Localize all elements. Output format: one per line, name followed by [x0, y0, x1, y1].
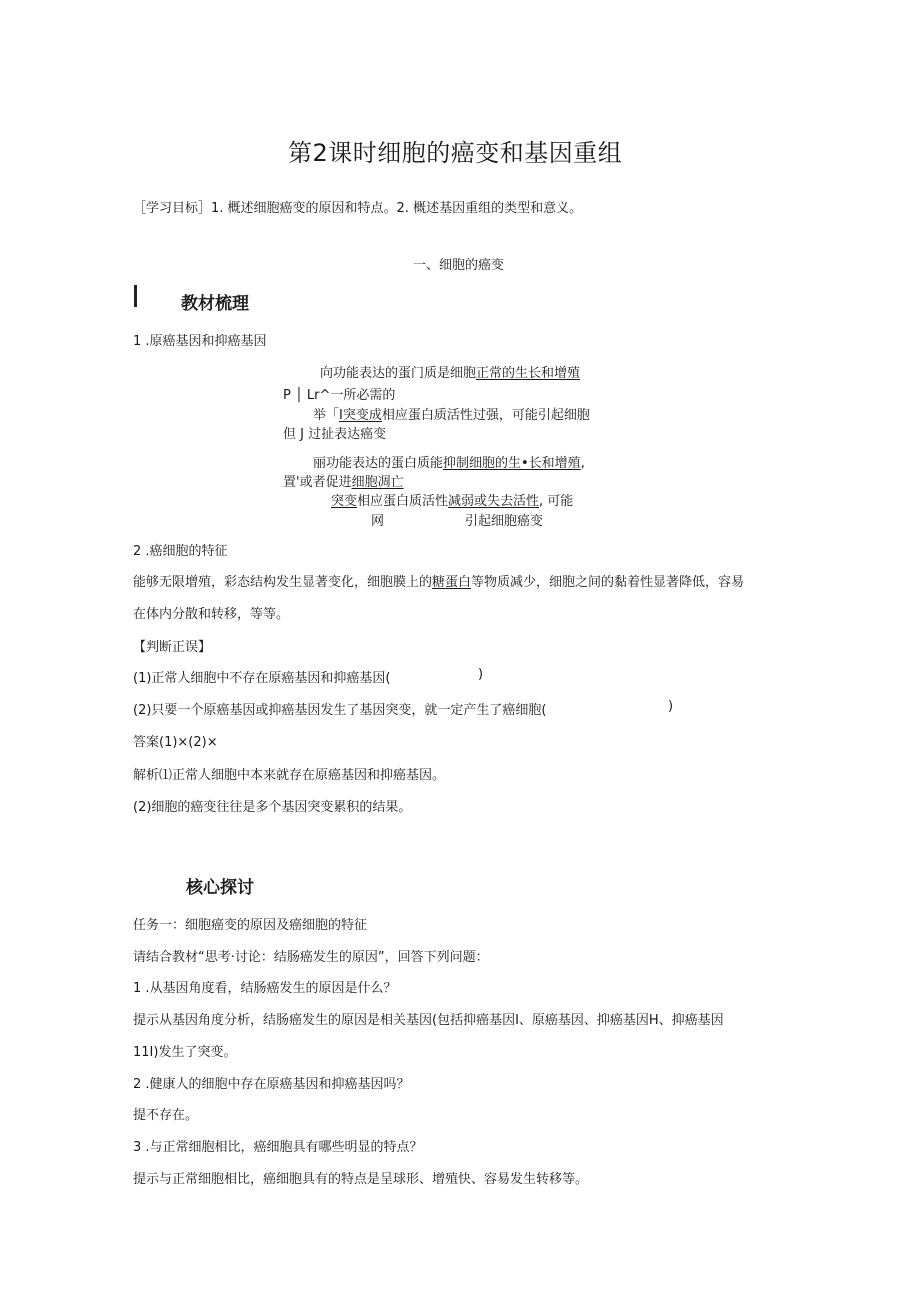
answer-2: 提不存在。 [133, 1108, 199, 1123]
judge-heading: 【判断正误】 [133, 640, 212, 655]
diagram-line-5 [313, 452, 585, 471]
diagram-underlined-text: I突变成 [339, 408, 382, 423]
diagram-line-4: 但 J 过扯表达癌变 [283, 427, 387, 442]
diagram-line-6 [283, 471, 404, 490]
item-2-text-line-2: 在体内分散和转移，等等。 [133, 607, 290, 622]
diagram-line-8a: 网 [371, 514, 385, 529]
learning-objectives: ［学习目标］1. 概述细胞癌变的原因和特点。2. 概述基因重组的类型和意义。 [133, 201, 583, 216]
diagram-underlined-text: 正常的生长和增殖 [476, 366, 581, 381]
core-heading: 核心探讨 [186, 878, 254, 898]
diagram-text: 相应蛋白质活性过强，可能引起细胞 [381, 408, 590, 423]
diagram-underlined-text: 细胞凋亡 [351, 475, 404, 490]
task-1: 任务一：细胞癌变的原因及癌细胞的特征 [133, 918, 368, 933]
task-1-intro: 请结合教材“思考·讨论：结肠癌发生的原因”，回答下列问题： [133, 950, 489, 965]
diagram-line-3 [313, 404, 590, 423]
item-1-heading: 1 .原癌基因和抑癌基因 [133, 334, 267, 349]
body-text: 能够无限增殖，彩态结构发生显著变化，细胞膜上的 [133, 575, 433, 590]
answer-1-line-2: 11I)发生了突变。 [133, 1045, 237, 1060]
judge-item-2: (2)只要一个原癌基因或抑癌基因发生了基因突变，就一定产生了癌细胞( [133, 703, 547, 718]
diagram-text: 丽功能表达的蛋白质能 [313, 456, 444, 471]
item-2-heading: 2 .癌细胞的特征 [133, 544, 228, 559]
judge-item-1: (1)正常人细胞中不存在原癌基因和抑癌基因( [133, 671, 391, 686]
answer-3: 提示与正常细胞相比，癌细胞具有的特点是呈球形、增殖快、容易发生转移等。 [133, 1172, 589, 1187]
textbook-heading: 教材梳理 [181, 294, 249, 314]
body-text: 等物质减少，细胞之间的黏着性显著降低，容易 [471, 575, 745, 590]
section-heading-cancer: 一、细胞的癌变 [413, 258, 505, 273]
analysis-2: (2)细胞的癌变往往是多个基因突变累积的结果。 [133, 800, 412, 815]
diagram-text: , 可能 [539, 494, 574, 509]
judge-item-2-close: ) [668, 699, 674, 714]
analysis-1: 解析⑴正常人细胞中本来就存在原癌基因和抑癌基因。 [133, 768, 446, 783]
diagram-line-8b: 引起细胞癌变 [465, 514, 544, 529]
diagram-line-1 [320, 362, 580, 381]
diagram-text: 举「 [313, 408, 340, 423]
question-1: 1 .从基因角度看，结肠癌发生的原因是什么？ [133, 981, 397, 996]
judge-item-1-close: ) [478, 667, 484, 682]
diagram-line-7 [331, 490, 573, 509]
diagram-underlined-text: 减弱或失去活性 [448, 494, 540, 509]
answer-1-line-1: 提示从基因角度分析，结肠癌发生的原因是相关基因(包括抑癌基因I、原癌基因、抑癌基因H、抑癌基因 [133, 1013, 724, 1028]
question-2: 2 .健康人的细胞中存在原癌基因和抑癌基因吗？ [133, 1077, 410, 1092]
item-2-text-line-1 [133, 571, 744, 590]
section-marker-bar [134, 285, 137, 307]
page-title: 第2课时细胞的癌变和基因重组 [288, 139, 623, 167]
diagram-text: 向功能表达的蛋门质是细胞 [320, 366, 477, 381]
diagram-text: 置'或者促进 [283, 475, 352, 490]
diagram-underlined-text: 抑制细胞的生•长和增殖 [443, 456, 581, 471]
diagram-text: , [580, 456, 585, 471]
diagram-line-2: P │ Lr^一所必需的 [283, 388, 396, 403]
diagram-underlined-text: 突变 [331, 494, 358, 509]
body-underlined-text: 糖蛋白 [432, 575, 472, 590]
question-3: 3 .与正常细胞相比，癌细胞具有哪些明显的特点？ [133, 1140, 423, 1155]
answer: 答案(1)×(2)× [133, 735, 218, 750]
diagram-text: 相应蛋白质活性 [357, 494, 449, 509]
